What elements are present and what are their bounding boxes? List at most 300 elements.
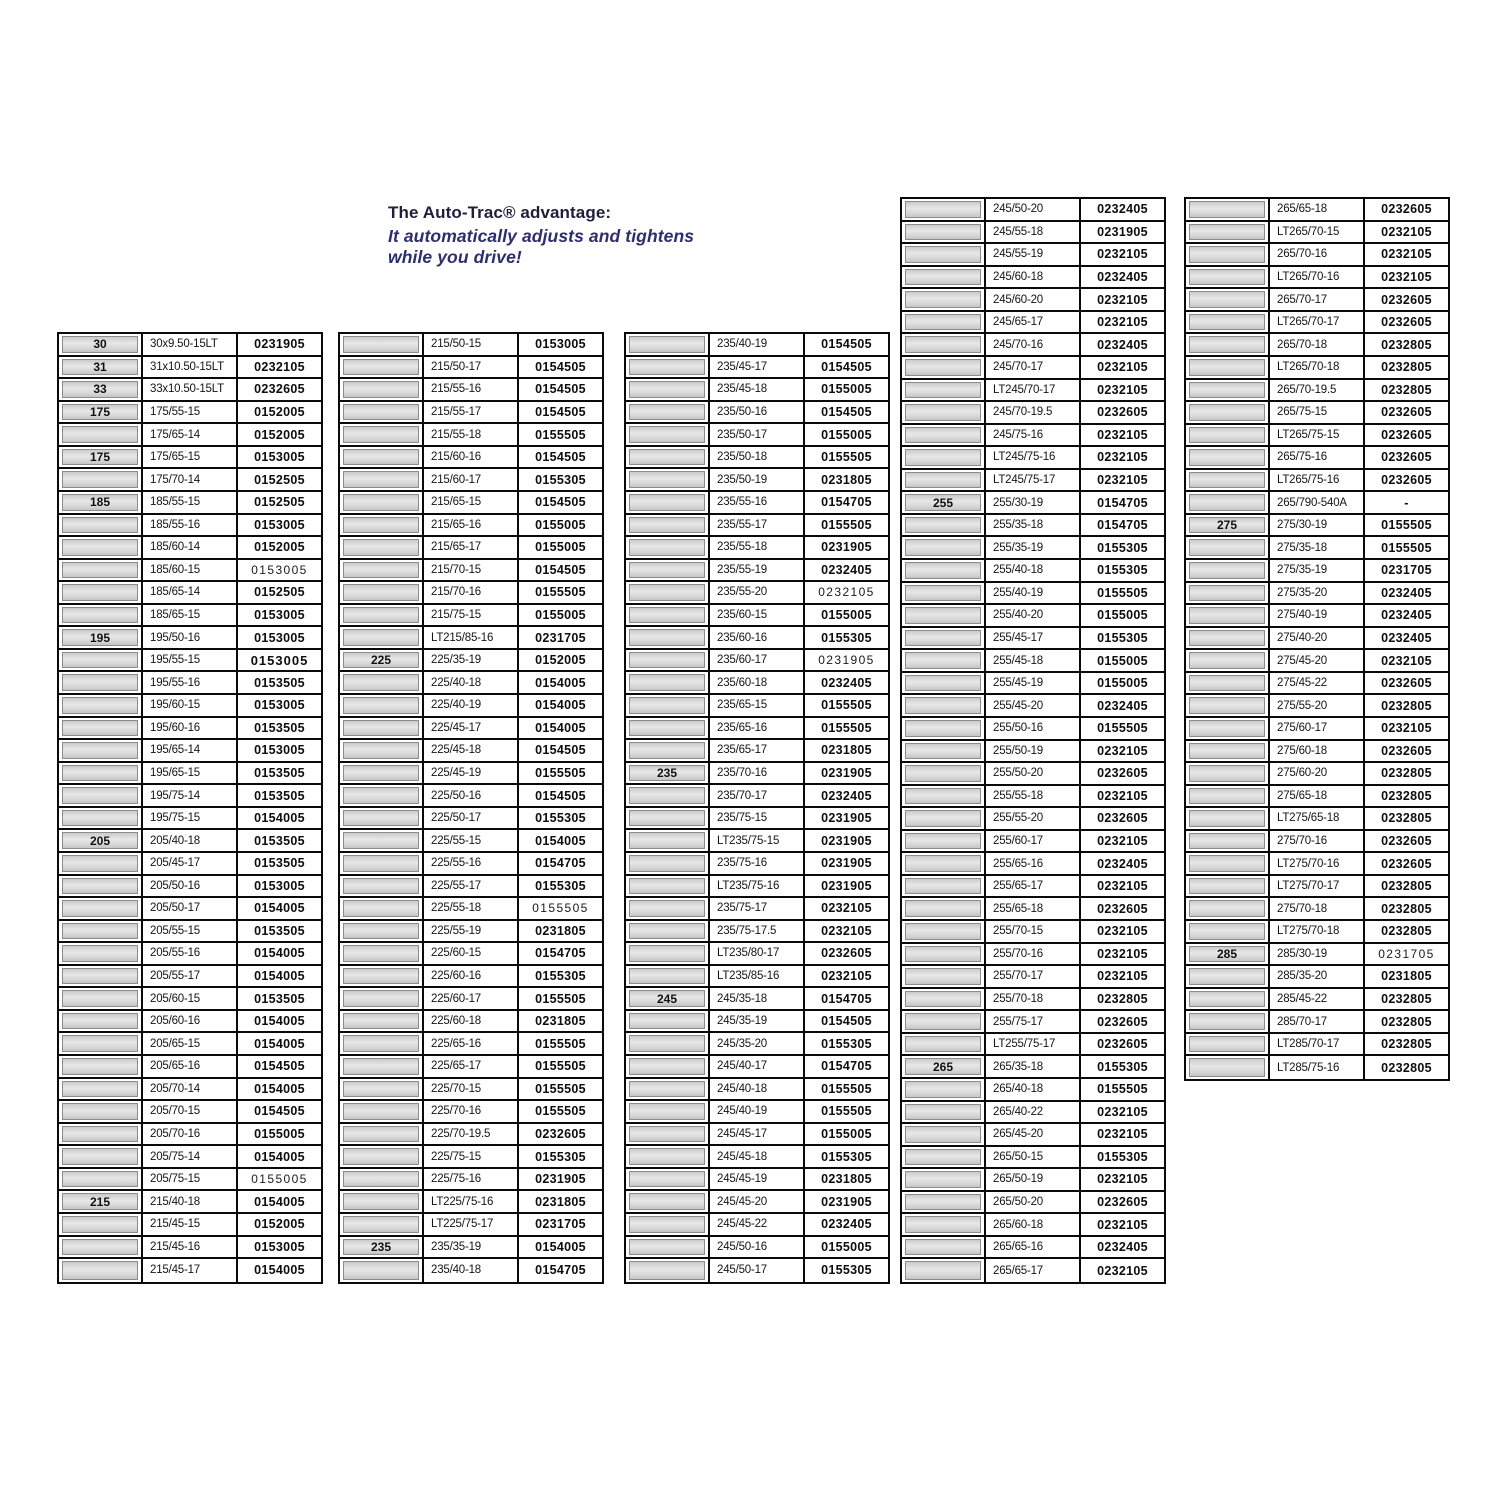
tire-group-label xyxy=(905,923,981,940)
tire-group-label xyxy=(1189,630,1265,647)
tire-group-cell xyxy=(1186,515,1268,536)
tire-size-cell: LT265/75-15 xyxy=(1268,425,1363,446)
tire-group-cell xyxy=(1186,921,1268,942)
part-number-cell: 0155305 xyxy=(517,966,602,987)
tire-group-cell xyxy=(1186,898,1268,919)
tire-group-cell xyxy=(626,672,708,693)
tire-size-cell: LT265/70-16 xyxy=(1268,267,1363,288)
part-number-cell: 0231705 xyxy=(517,1214,602,1235)
table-row xyxy=(902,402,1164,425)
tire-group-label xyxy=(1189,878,1265,895)
tire-size-cell: 275/30-19 xyxy=(1268,515,1363,536)
part-number-cell: 0153505 xyxy=(236,830,321,851)
table-row xyxy=(626,650,888,673)
tire-group-label xyxy=(1189,923,1265,940)
table-row xyxy=(59,1169,321,1192)
tire-group-cell xyxy=(626,650,708,671)
tire-size-cell: 265/70-17 xyxy=(1268,289,1363,310)
tire-group-label xyxy=(629,810,705,827)
tire-group-cell xyxy=(902,289,984,310)
table-row xyxy=(1186,718,1448,741)
part-number-cell: 0155505 xyxy=(517,424,602,445)
tire-size-cell: 265/70-18 xyxy=(1268,334,1363,355)
tire-group-label: 215 xyxy=(62,1193,138,1210)
tire-group-label xyxy=(1189,382,1265,399)
tire-group-cell xyxy=(902,944,984,965)
table-row xyxy=(59,943,321,966)
tire-group-cell xyxy=(626,605,708,626)
tire-size-cell: 205/50-16 xyxy=(141,876,236,897)
tire-group-cell xyxy=(340,785,422,806)
tire-group-cell xyxy=(626,1101,708,1122)
tire-size-cell: 185/60-14 xyxy=(141,537,236,558)
tire-group-cell xyxy=(59,447,141,468)
tire-size-cell: 255/35-18 xyxy=(984,515,1079,536)
table-row xyxy=(1186,583,1448,606)
tire-group-label xyxy=(629,629,705,646)
part-number-cell: 0232105 xyxy=(803,921,888,942)
part-number-cell: 0152005 xyxy=(236,1214,321,1235)
part-number-cell: 0154005 xyxy=(236,1259,321,1282)
part-number-cell: 0232105 xyxy=(236,357,321,378)
tire-group-label xyxy=(343,832,419,849)
tire-group-label xyxy=(905,675,981,692)
tire-group-label xyxy=(1189,585,1265,602)
table-row xyxy=(1186,605,1448,628)
table-row xyxy=(626,1033,888,1056)
tire-group-cell xyxy=(626,898,708,919)
table-row xyxy=(902,853,1164,876)
table-row xyxy=(59,1101,321,1124)
part-number-cell: 0155505 xyxy=(803,447,888,468)
tire-group-cell xyxy=(1186,447,1268,468)
tire-group-cell xyxy=(340,334,422,355)
tire-group-cell xyxy=(59,898,141,919)
part-number-cell: 0152505 xyxy=(236,469,321,490)
tire-group-cell xyxy=(1186,741,1268,762)
tire-size-cell: 235/60-18 xyxy=(708,672,803,693)
tire-group-label: 31 xyxy=(62,359,138,376)
table-row xyxy=(902,357,1164,380)
part-number-cell: 0232105 xyxy=(1079,944,1164,965)
tire-group-label xyxy=(62,990,138,1007)
tire-group-cell xyxy=(626,1237,708,1258)
tire-group-cell xyxy=(340,1033,422,1054)
table-row xyxy=(902,1079,1164,1102)
table-row xyxy=(626,447,888,470)
part-number-cell: 0153005 xyxy=(517,334,602,355)
table-row xyxy=(59,627,321,650)
tire-group-label xyxy=(629,1216,705,1233)
table-row xyxy=(626,1124,888,1147)
tire-group-label xyxy=(62,1081,138,1098)
part-number-cell: 0232105 xyxy=(1079,876,1164,897)
tire-size-cell: 215/40-18 xyxy=(141,1191,236,1212)
part-number-cell: 0232805 xyxy=(1363,786,1448,807)
table-row xyxy=(902,989,1164,1012)
tire-size-cell: 205/60-16 xyxy=(141,1011,236,1032)
tire-group-cell xyxy=(626,830,708,851)
tire-size-cell: 195/65-15 xyxy=(141,763,236,784)
tire-size-cell: 235/50-18 xyxy=(708,447,803,468)
part-number-cell: 0232805 xyxy=(1363,876,1448,897)
tire-group-label xyxy=(905,743,981,760)
tire-size-cell: 275/60-18 xyxy=(1268,741,1363,762)
tire-size-cell: 275/70-16 xyxy=(1268,831,1363,852)
tire-group-label xyxy=(1189,765,1265,782)
tire-group-cell xyxy=(1186,425,1268,446)
part-number-cell: - xyxy=(1363,492,1448,513)
tire-group-label: 285 xyxy=(1189,946,1265,963)
table-row xyxy=(1186,1034,1448,1057)
tire-group-cell xyxy=(1186,402,1268,423)
tire-group-cell xyxy=(902,605,984,626)
tire-group-cell xyxy=(59,718,141,739)
tire-size-cell: 235/45-17 xyxy=(708,357,803,378)
table-row xyxy=(626,943,888,966)
table-row xyxy=(1186,244,1448,267)
table-row xyxy=(1186,380,1448,403)
tire-size-cell: 245/50-16 xyxy=(708,1237,803,1258)
tire-group-cell xyxy=(902,876,984,897)
table-row xyxy=(59,830,321,853)
part-number-cell: 0232105 xyxy=(1079,1102,1164,1123)
table-row xyxy=(1186,334,1448,357)
part-number-cell: 0232405 xyxy=(1079,199,1164,220)
tire-group-label xyxy=(905,1126,981,1143)
tire-size-cell: 205/45-17 xyxy=(141,853,236,874)
part-number-cell: 0154005 xyxy=(517,695,602,716)
tire-group-label xyxy=(62,1261,138,1280)
tire-size-cell: LT275/70-17 xyxy=(1268,876,1363,897)
tire-group-label xyxy=(905,359,981,376)
tire-group-label xyxy=(905,878,981,895)
part-number-cell: 0155305 xyxy=(517,808,602,829)
table-row xyxy=(902,447,1164,470)
table-row xyxy=(340,357,602,380)
part-number-cell: 0231905 xyxy=(1079,222,1164,243)
tire-group-label xyxy=(62,471,138,488)
table-row xyxy=(902,312,1164,335)
header-advantage-text xyxy=(388,203,694,268)
tire-group-cell xyxy=(902,470,984,491)
tire-group-cell xyxy=(340,357,422,378)
tire-group-label xyxy=(62,517,138,534)
tire-group-cell xyxy=(902,1056,984,1077)
tire-size-cell: 215/55-17 xyxy=(422,402,517,423)
tire-size-cell: 215/70-16 xyxy=(422,582,517,603)
tire-size-cell: 265/45-20 xyxy=(984,1124,1079,1145)
table-row xyxy=(340,1011,602,1034)
tire-group-cell xyxy=(902,1147,984,1168)
tire-group-label xyxy=(905,946,981,963)
part-number-cell: 0232105 xyxy=(1363,222,1448,243)
tire-group-label: 245 xyxy=(629,990,705,1007)
tire-size-cell: LT225/75-17 xyxy=(422,1214,517,1235)
tire-size-cell: 215/65-16 xyxy=(422,515,517,536)
part-number-cell: 0155305 xyxy=(517,1146,602,1167)
table-row xyxy=(59,1011,321,1034)
tire-group-cell xyxy=(1186,605,1268,626)
tire-group-label xyxy=(905,427,981,444)
tire-group-label xyxy=(905,833,981,850)
table-row xyxy=(1186,808,1448,831)
part-number-cell: 0232605 xyxy=(1079,1192,1164,1213)
tire-group-label xyxy=(343,336,419,353)
tire-group-cell xyxy=(902,808,984,829)
tire-group-label xyxy=(62,539,138,556)
tire-size-cell: 235/55-20 xyxy=(708,582,803,603)
tire-size-cell: 235/50-17 xyxy=(708,424,803,445)
table-row xyxy=(59,560,321,583)
tire-group-cell xyxy=(902,1124,984,1145)
tire-group-cell xyxy=(1186,650,1268,671)
tire-group-label xyxy=(62,1058,138,1075)
tire-group-label xyxy=(629,359,705,376)
tire-group-label xyxy=(62,652,138,669)
tire-group-label: 205 xyxy=(62,832,138,849)
tire-group-cell xyxy=(340,898,422,919)
tire-group-cell xyxy=(902,222,984,243)
part-number-cell: 0155005 xyxy=(1079,650,1164,671)
table-row xyxy=(340,1124,602,1147)
tire-size-cell: LT265/75-16 xyxy=(1268,470,1363,491)
tire-group-label: 235 xyxy=(629,765,705,782)
tire-group-label xyxy=(343,1148,419,1165)
tire-size-cell: 265/65-16 xyxy=(984,1237,1079,1258)
table-row xyxy=(1186,831,1448,854)
part-number-cell: 0153505 xyxy=(236,718,321,739)
tire-group-cell xyxy=(902,1011,984,1032)
tire-size-cell: 225/50-16 xyxy=(422,785,517,806)
table-row xyxy=(626,808,888,831)
tire-size-cell: LT245/75-16 xyxy=(984,447,1079,468)
part-number-cell: 0154705 xyxy=(517,943,602,964)
tire-group-cell xyxy=(340,1259,422,1282)
part-number-cell: 0232605 xyxy=(1363,853,1448,874)
tire-group-cell xyxy=(59,830,141,851)
tire-group-label xyxy=(62,878,138,895)
tire-group-cell xyxy=(1186,1056,1268,1079)
part-number-cell: 0232605 xyxy=(1363,447,1448,468)
tire-group-label xyxy=(1189,246,1265,263)
tire-group-cell xyxy=(626,785,708,806)
tire-group-label xyxy=(905,900,981,917)
tire-size-cell: 245/60-20 xyxy=(984,289,1079,310)
table-row xyxy=(340,424,602,447)
tire-size-cell: 245/45-19 xyxy=(708,1169,803,1190)
part-number-cell: 0232105 xyxy=(1363,650,1448,671)
tire-size-cell: 265/35-18 xyxy=(984,1056,1079,1077)
tire-size-cell: 235/50-16 xyxy=(708,402,803,423)
tire-group-cell xyxy=(340,1124,422,1145)
tire-group-label xyxy=(62,584,138,601)
tire-group-cell xyxy=(902,786,984,807)
part-number-cell: 0232605 xyxy=(1363,289,1448,310)
tire-group-label xyxy=(343,517,419,534)
tire-size-cell: LT275/70-18 xyxy=(1268,921,1363,942)
part-number-cell: 0232105 xyxy=(1079,425,1164,446)
part-number-cell: 0232605 xyxy=(1363,425,1448,446)
tire-group-cell xyxy=(902,673,984,694)
tire-group-label xyxy=(905,562,981,579)
tire-group-label xyxy=(1189,833,1265,850)
table-row xyxy=(59,763,321,786)
table-row xyxy=(902,944,1164,967)
tire-group-label xyxy=(62,1216,138,1233)
table-row xyxy=(59,492,321,515)
tire-group-cell xyxy=(902,1079,984,1100)
table-row xyxy=(1186,560,1448,583)
tire-group-cell xyxy=(902,334,984,355)
table-row xyxy=(59,537,321,560)
part-number-cell: 0232405 xyxy=(1079,267,1164,288)
tire-group-label xyxy=(343,1193,419,1210)
tire-group-cell xyxy=(1186,1011,1268,1032)
tire-group-label: 33 xyxy=(62,381,138,398)
tire-size-cell: 235/50-19 xyxy=(708,469,803,490)
tire-group-label xyxy=(629,855,705,872)
table-row xyxy=(626,740,888,763)
tire-size-cell: 265/70-19.5 xyxy=(1268,380,1363,401)
tire-size-cell: 235/75-16 xyxy=(708,853,803,874)
table-row xyxy=(59,1079,321,1102)
part-number-cell: 0154005 xyxy=(517,1237,602,1258)
tire-size-cell: 245/45-20 xyxy=(708,1191,803,1212)
table-row xyxy=(626,515,888,538)
tire-group-cell xyxy=(902,695,984,716)
tire-size-cell: 275/55-20 xyxy=(1268,695,1363,716)
tire-group-label xyxy=(1189,697,1265,714)
tire-size-cell: 195/55-16 xyxy=(141,672,236,693)
tire-group-cell xyxy=(59,808,141,829)
tire-size-table-5 xyxy=(1184,197,1450,1081)
tire-group-label xyxy=(629,336,705,353)
tire-size-cell: LT245/70-17 xyxy=(984,380,1079,401)
tire-group-label xyxy=(629,381,705,398)
tire-size-cell: 225/45-18 xyxy=(422,740,517,761)
tire-group-cell xyxy=(340,560,422,581)
tire-group-cell xyxy=(626,334,708,355)
tire-group-label xyxy=(905,1013,981,1030)
table-row xyxy=(59,582,321,605)
tire-size-cell: 225/40-19 xyxy=(422,695,517,716)
part-number-cell: 0232805 xyxy=(1363,380,1448,401)
tire-size-cell: 215/75-15 xyxy=(422,605,517,626)
part-number-cell: 0154005 xyxy=(236,898,321,919)
part-number-cell: 0153505 xyxy=(236,988,321,1009)
tire-size-cell: 205/65-15 xyxy=(141,1033,236,1054)
tire-group-label xyxy=(905,449,981,466)
tire-size-cell: 225/70-19.5 xyxy=(422,1124,517,1145)
tire-group-label xyxy=(343,359,419,376)
tire-group-label xyxy=(629,1126,705,1143)
table-row xyxy=(902,1214,1164,1237)
tire-group-cell xyxy=(902,537,984,558)
tire-group-cell xyxy=(59,650,141,671)
tire-group-label xyxy=(905,1171,981,1188)
tire-size-cell: 245/55-18 xyxy=(984,222,1079,243)
tire-size-cell: 215/65-17 xyxy=(422,537,517,558)
table-row xyxy=(902,222,1164,245)
part-number-cell: 0155505 xyxy=(1363,515,1448,536)
part-number-cell: 0154705 xyxy=(517,853,602,874)
tire-size-table-3 xyxy=(624,332,890,1284)
tire-size-cell: 265/65-18 xyxy=(1268,199,1363,220)
tire-size-cell: 265/40-22 xyxy=(984,1102,1079,1123)
tire-group-label xyxy=(629,742,705,759)
table-row xyxy=(59,898,321,921)
table-row xyxy=(626,988,888,1011)
table-row xyxy=(340,1079,602,1102)
tire-group-label xyxy=(343,607,419,624)
tire-group-label xyxy=(343,1126,419,1143)
tire-size-cell: 255/70-15 xyxy=(984,921,1079,942)
tire-size-cell: 275/65-18 xyxy=(1268,786,1363,807)
tire-size-cell: 245/35-18 xyxy=(708,988,803,1009)
table-row xyxy=(902,741,1164,764)
tire-group-label xyxy=(629,832,705,849)
part-number-cell: 0231805 xyxy=(517,1191,602,1212)
tire-size-cell: 205/55-17 xyxy=(141,966,236,987)
table-row xyxy=(902,1102,1164,1125)
tire-group-label xyxy=(629,426,705,443)
tire-size-cell: 275/70-18 xyxy=(1268,898,1363,919)
part-number-cell: 0154705 xyxy=(803,492,888,513)
table-row xyxy=(626,627,888,650)
tire-group-cell xyxy=(340,740,422,761)
part-number-cell: 0231905 xyxy=(236,334,321,355)
tire-group-label xyxy=(629,517,705,534)
tire-size-cell: 215/45-16 xyxy=(141,1237,236,1258)
part-number-cell: 0232105 xyxy=(1079,380,1164,401)
tire-group-cell xyxy=(1186,537,1268,558)
tire-size-cell: 225/35-19 xyxy=(422,650,517,671)
table-row xyxy=(626,560,888,583)
tire-group-label xyxy=(343,810,419,827)
tire-group-cell xyxy=(902,447,984,468)
tire-group-cell xyxy=(1186,763,1268,784)
part-number-cell: 0154505 xyxy=(517,785,602,806)
table-row xyxy=(59,1214,321,1237)
tire-group-label xyxy=(62,810,138,827)
table-row xyxy=(340,1146,602,1169)
part-number-cell: 0231905 xyxy=(803,1191,888,1212)
tire-size-cell: 225/50-17 xyxy=(422,808,517,829)
part-number-cell: 0155305 xyxy=(1079,628,1164,649)
tire-group-label xyxy=(62,855,138,872)
tire-group-cell xyxy=(59,469,141,490)
tire-size-cell: 225/55-16 xyxy=(422,853,517,874)
table-row xyxy=(59,672,321,695)
part-number-cell: 0155505 xyxy=(517,1079,602,1100)
table-row xyxy=(340,469,602,492)
table-row xyxy=(59,334,321,357)
part-number-cell: 0154705 xyxy=(1079,492,1164,513)
tire-group-cell xyxy=(902,515,984,536)
table-row xyxy=(902,583,1164,606)
table-row xyxy=(1186,425,1448,448)
table-row xyxy=(1186,898,1448,921)
tire-size-cell: LT235/75-15 xyxy=(708,830,803,851)
tire-group-label xyxy=(343,990,419,1007)
tire-group-cell xyxy=(1186,560,1268,581)
tire-size-cell: 265/50-19 xyxy=(984,1169,1079,1190)
tire-size-cell: 195/55-15 xyxy=(141,650,236,671)
tire-size-cell: 275/35-20 xyxy=(1268,583,1363,604)
tire-size-cell: 275/45-22 xyxy=(1268,673,1363,694)
tire-group-cell xyxy=(626,379,708,400)
